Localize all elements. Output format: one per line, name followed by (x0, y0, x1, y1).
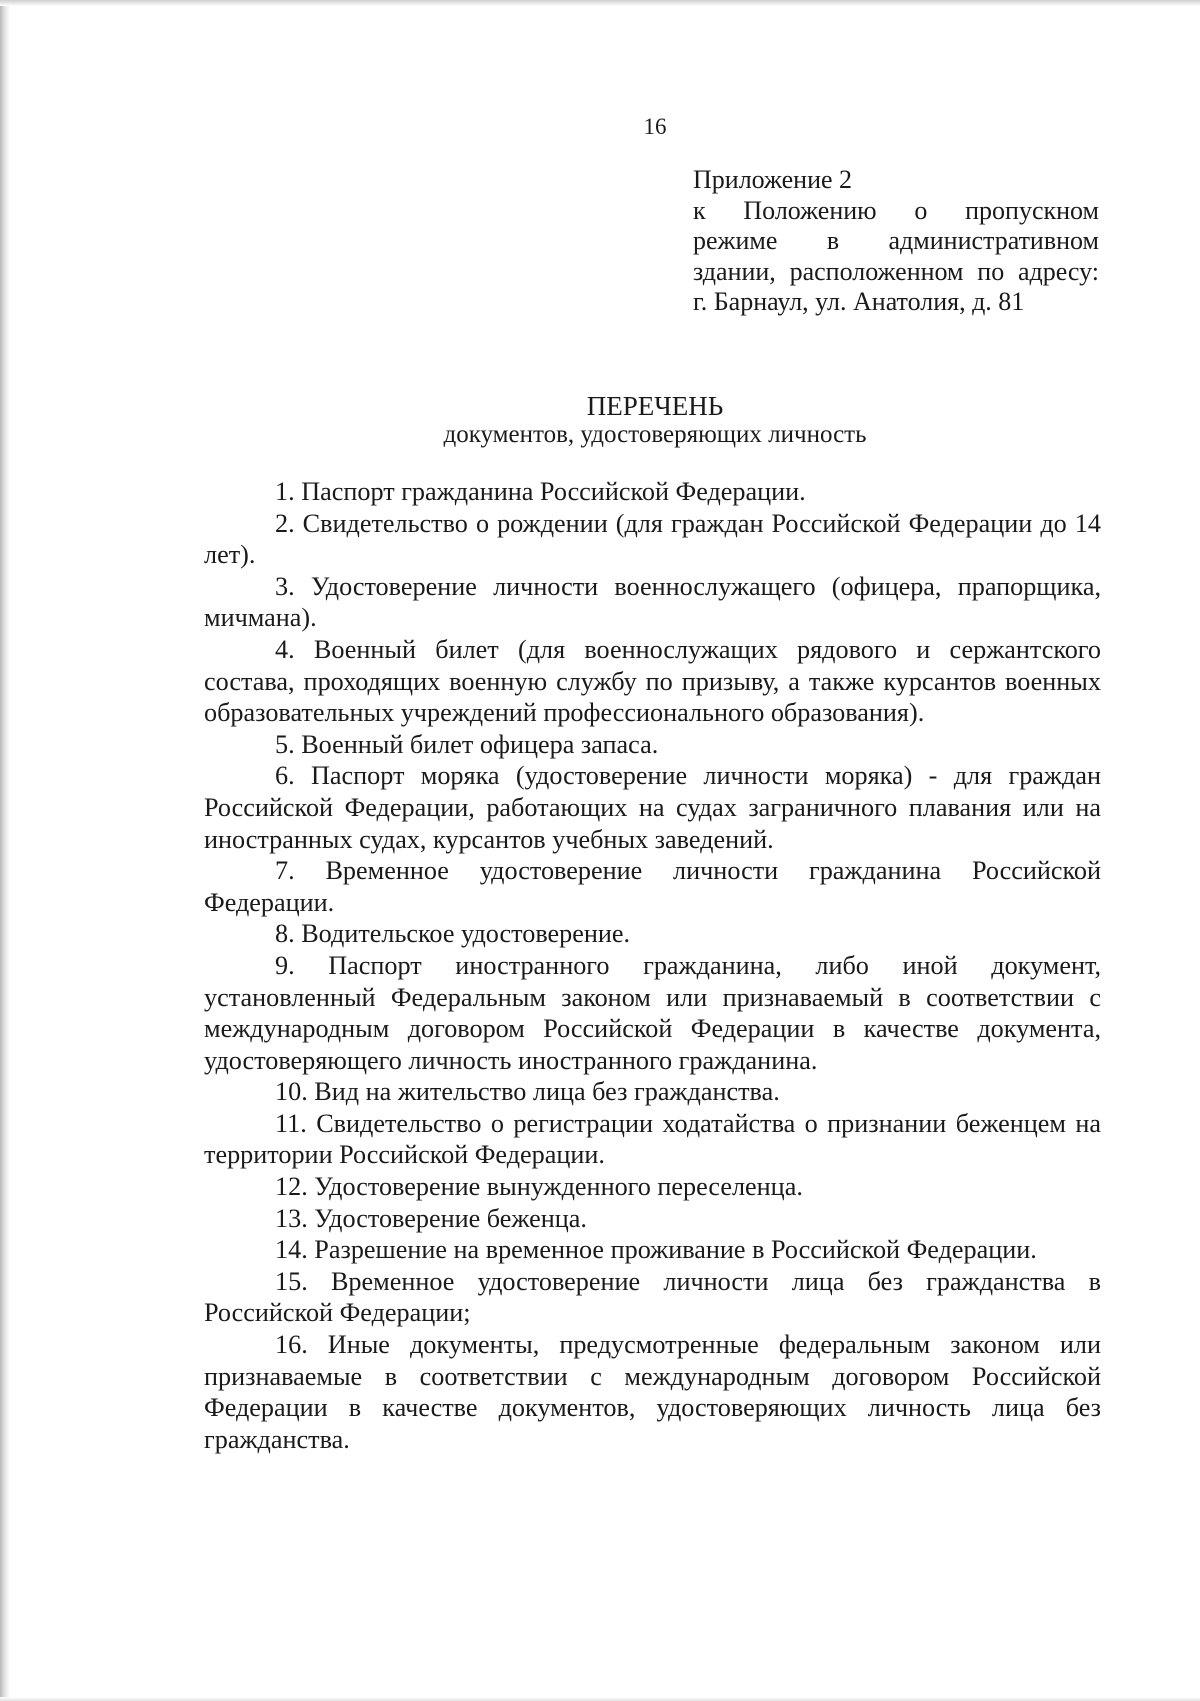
appendix-line: здании, расположенном по адресу: (693, 256, 1099, 286)
list-item: 4. Военный билет (для военнослужащих рядового и сержантского состава, проходящих военную службу по призыву, а также курсантов военных образовательных учреждений профессионального образования). (204, 634, 1101, 728)
list-item: 1. Паспорт гражданина Российской Федерации. (275, 477, 806, 506)
appendix-line: режиме в административном (693, 226, 1099, 255)
list-item: 16. Иные документы, предусмотренные федеральным законом или признаваемые в соответствии с международным договором Российской Федерации в качестве документов, удостоверяющих личность лица без гражданства. (204, 1330, 1101, 1454)
document-title: ПЕРЕЧЕНЬ (586, 391, 724, 421)
list-item: 3. Удостоверение личности военнослужащего (офицера, прапорщика, мичмана). (204, 571, 1101, 633)
appendix-line: к Положению о пропускном (693, 195, 1099, 225)
list-item: 15. Временное удостоверение личности лица без гражданства в Российской Федерации; (204, 1266, 1101, 1328)
list-item: 6. Паспорт моряка (удостоверение личности моряка) - для граждан Российской Федерации, работающих на судах заграничного плавания или на иностранных судах, курсантов учебных заведений. (204, 761, 1101, 854)
appendix-block (693, 165, 1099, 318)
document-list (204, 476, 1101, 1455)
scan-edge-left (0, 0, 10, 1701)
scan-edge-bottom (0, 1697, 1200, 1701)
appendix-line: г. Барнаул, ул. Анатолия, д. 81 (693, 287, 1025, 316)
document-subtitle: документов, удостоверяющих личность (443, 421, 867, 448)
list-item: 8. Водительское удостоверение. (275, 919, 631, 949)
list-item: 14. Разрешение на временное проживание в Российской Федерации. (275, 1235, 1037, 1265)
list-item: 2. Свидетельство о рождении (для граждан Российской Федерации до 14 лет). (204, 508, 1101, 570)
list-item: 9. Паспорт иностранного гражданина, либо иной документ, установленный Федеральным законом или признаваемый в соответствии с международным договором Российской Федерации в качестве документа, удостоверяющего личность иностранного гражданина. (204, 950, 1101, 1075)
list-item: 12. Удостоверение вынужденного переселенца. (275, 1172, 803, 1202)
list-item: 10. Вид на жительство лица без гражданства. (275, 1077, 780, 1107)
scan-edge-top (0, 0, 1200, 6)
appendix-line: Приложение 2 (693, 165, 853, 194)
list-item: 7. Временное удостоверение личности гражданина Российской Федерации. (204, 856, 1101, 917)
list-item: 5. Военный билет офицера запаса. (275, 729, 659, 759)
list-item: 13. Удостоверение беженца. (275, 1203, 587, 1233)
page-number: 16 (643, 114, 667, 139)
list-item: 11. Свидетельство о регистрации ходатайства о признании беженцем на территории Российской Федерации. (204, 1108, 1101, 1170)
